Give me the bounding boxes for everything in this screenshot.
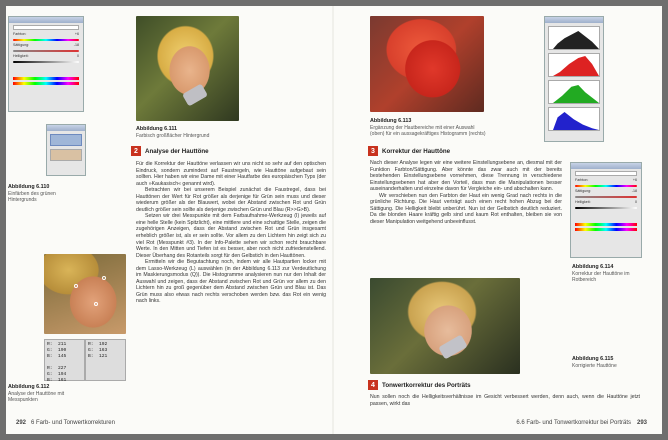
- portrait-photo-original: [136, 16, 239, 121]
- caption-6-113: [370, 118, 490, 137]
- lightness-value: 0: [635, 200, 637, 204]
- histogram-titlebar: [545, 17, 603, 23]
- hue-value: +6: [74, 32, 79, 36]
- paragraph: Nach dieser Analyse legen wir eine weitere Einstellungsebene an, diesmal mit der Funktion Farbton/Sättigung. Aber könnte das zwar auch mit der bereits bestehenden Einstellungsebene vornehmen, diese Trennung in verschiedene Einstellungsebenen hat aber den Vorteil, dass man die Manipulationen besser auseinanderhalten und einzelne davon für Vergleiche ein- und abschalten kann.: [370, 160, 562, 193]
- paragraph: Für die Korrektur der Hauttöne verlassen wir uns nicht so sehr auf den optischen Eindruck, sondern zumindest auf Faustregeln, wie Hauttöne aufgebaut sein sollten. Hier haben wir eine Dame mit einer Hautfarbe des europäischen Typs (der auch »Kaukasisch« genannt wird).: [136, 161, 326, 187]
- measure-point-icon: [102, 276, 106, 280]
- right-page: [334, 6, 662, 434]
- histogram-shape: [553, 112, 599, 130]
- caption-title: Abbildung 6.111: [136, 126, 178, 132]
- hue-row: [575, 178, 637, 182]
- layer-adjustment[interactable]: [50, 134, 82, 146]
- spectrum-bar-bottom: [13, 82, 79, 85]
- hue-saturation-panel: [8, 16, 84, 112]
- lightness-slider[interactable]: [575, 207, 637, 209]
- step-number: 3: [368, 146, 378, 156]
- section-heading-2: [131, 146, 209, 156]
- saturation-label: Sättigung:: [13, 43, 30, 47]
- phone-shape: [438, 334, 468, 359]
- chapter-title: 6 Farb- und Tonwertkorrekturen: [31, 420, 115, 426]
- left-page-footer: [16, 420, 115, 426]
- page-number: 292: [16, 420, 27, 426]
- histogram-luminance: [548, 26, 600, 50]
- caption-title: Abbildung 6.110: [8, 184, 50, 190]
- caption-title: Abbildung 6.113: [370, 118, 412, 124]
- hue-value: +6: [632, 178, 637, 182]
- caption-text: Analyse der Hauttöne mit Messpunkten: [8, 391, 65, 404]
- chapter-title: 6.6 Farb- und Tonwertkorrektur bei Porträts: [516, 420, 631, 426]
- layers-titlebar: [47, 125, 85, 131]
- panel-titlebar: [9, 17, 83, 23]
- saturation-label: Sättigung:: [575, 189, 592, 193]
- histogram-red: [548, 53, 600, 77]
- step-number: 4: [368, 380, 378, 390]
- preset-dropdown[interactable]: [575, 171, 637, 176]
- histogram-shape: [553, 31, 599, 49]
- saturation-slider[interactable]: [575, 196, 637, 198]
- portrait-photo-corrected: [370, 278, 520, 374]
- section-heading-3: [368, 146, 450, 156]
- spectrum-bar-top: [13, 77, 79, 80]
- lightness-label: Helligkeit:: [575, 200, 591, 204]
- saturation-value: -18: [73, 43, 79, 47]
- layer-background[interactable]: [50, 149, 82, 161]
- info-readout-left: R: 211 G: 190 B: 145 R: 227 G: 194 B: 161: [44, 339, 85, 381]
- lightness-value: 0: [77, 54, 79, 58]
- caption-6-115: [572, 356, 642, 369]
- body-text-section-3: [370, 160, 562, 225]
- paragraph: Ermitteln wir die Begutachtung noch, indem wir alle Hautpartien locker mit dem Lasso-Werkzeug (L) auswählen (in der Abbildung 6.113 zur Verdeutlichung im Maskierungsmodus (Q)). Die Histogramme analysieren nun nur den Inhalt der Auswahl und zeigen, dass der Abstand zwischen Rot und Grün vor allem zu den Lichtern hin zu groß gegenüber dem Abstand zwischen Grün und Blau ist. Das Grün muss also etwas nach rechts verschoben werden bzw. das Rot ein wenig nach links.: [136, 259, 326, 305]
- panel-titlebar: [571, 163, 641, 169]
- page-number: 293: [636, 420, 647, 426]
- lightness-row: [575, 200, 637, 204]
- saturation-row: [575, 189, 637, 193]
- section-title: Analyse der Hauttöne: [145, 147, 209, 155]
- layers-panel: [46, 124, 86, 176]
- section-title: Korrektur der Hauttöne: [382, 147, 451, 155]
- info-readout-right: R: 192 G: 163 B: 121: [85, 339, 126, 381]
- saturation-slider[interactable]: [13, 50, 79, 52]
- paragraph: Nun sollen noch die Helligkeitsverhältnisse im Gesicht verbessert werden, denn auch, wenn die Hauttöne jetzt passen, wirkt das: [370, 394, 640, 407]
- caption-6-112: [8, 384, 88, 403]
- histogram-green: [548, 80, 600, 104]
- caption-title: Abbildung 6.112: [8, 384, 50, 390]
- preset-dropdown[interactable]: [13, 25, 79, 30]
- hue-row: [13, 32, 79, 36]
- hue-saturation-panel-right: [570, 162, 642, 258]
- caption-6-110: [8, 184, 78, 203]
- saturation-row: [13, 43, 79, 47]
- paragraph: Wir verschieben nun den Farbton der Haut ein wenig Grad nach rechts in die grünliche Richtung. Die Haut verträgt auch einen recht hohen Abzug bei der Sättigung. Die Helligkeit bleibt unberührt. Nun ist der Gelbstich deutlich reduziert. Da die blonden Haare kräftig gelb sind und kaum Rot enthalten, bleiben sie von dieser Manipulation weitgehend unbeeinflusst.: [370, 192, 562, 225]
- histogram-blue: [548, 107, 600, 131]
- phone-shape: [182, 83, 208, 106]
- lightness-row: [13, 54, 79, 58]
- histogram-shape: [553, 85, 599, 103]
- right-page-footer: [516, 420, 652, 426]
- paragraph: Setzen wir drei Messpunkte mit dem Farbaufnahme-Werkzeug (I) jeweils auf eine helle Stelle (kein Spitzlicht), eine mittlere und eine schattige Stelle, zeigen die zugehörigen Anzeigen, dass der Abstand zwischen Rot und Grün insgesamt erheblich größer ist, als er sein sollte. Vor allem zu den Lichtern hin zeigt sich zu viel Rot (Messpunkt #3). In der Info-Palette sehen wir schon recht brauchbare Werte. In den Mitten und Tiefen ist es besser, aber noch nicht zufriedenstellend. Dieser Überhang des Rotanteils sorgt für den Gelbstich in den Hauttönen.: [136, 213, 326, 259]
- closeup-photo-measure-points: [44, 254, 126, 334]
- caption-text: Farbisch großflächer Hintergrund: [136, 133, 210, 139]
- spectrum-bar-top: [575, 223, 637, 226]
- section-heading-4: [368, 380, 471, 390]
- body-text-section-2: [136, 161, 326, 305]
- body-text-section-4: [370, 394, 640, 407]
- mask-photo-red: [370, 16, 484, 112]
- caption-text: Ergänzung der Hautbereiche mit einer Auswahl (oben) für ein aussagekräftiges Histogramm (rechts): [370, 125, 486, 138]
- caption-text: Einfärben des grünen Hintergrunds: [8, 191, 56, 204]
- histogram-shape: [553, 56, 599, 76]
- measure-point-icon: [94, 302, 98, 306]
- lightness-label: Helligkeit:: [13, 54, 29, 58]
- caption-6-114: [572, 264, 642, 283]
- paragraph: Betrachten wir bei unserem Beispiel zunächst die Faustregel, dass bei Hauttönen der Wert für Rot größer als derjenige für Grün sein muss und dieser wiederum größer als der Blauwert, wobei der Abstand zwischen Rot und Grün deutlich größer sein sollte als derjenige zwischen Grün und Blau (R>>G>B).: [136, 187, 326, 213]
- caption-title: Abbildung 6.114: [572, 264, 614, 270]
- measure-point-icon: [74, 284, 78, 288]
- hue-slider[interactable]: [13, 39, 79, 41]
- hue-label: Farbton:: [13, 32, 27, 36]
- hue-slider[interactable]: [575, 185, 637, 187]
- saturation-value: -18: [631, 189, 637, 193]
- section-title: Tonwertkorrektur des Porträts: [382, 381, 471, 389]
- caption-6-111: [136, 126, 246, 139]
- caption-title: Abbildung 6.115: [572, 356, 614, 362]
- caption-text: Korrigierte Hauttöne: [572, 363, 617, 369]
- hue-label: Farbton:: [575, 178, 589, 182]
- left-page: [6, 6, 332, 434]
- spectrum-bar-bottom: [575, 228, 637, 231]
- lightness-slider[interactable]: [13, 61, 79, 63]
- step-number: 2: [131, 146, 141, 156]
- histogram-panel: [544, 16, 604, 142]
- caption-text: Korrektur der Hauttöne im Rotbereich: [572, 271, 630, 284]
